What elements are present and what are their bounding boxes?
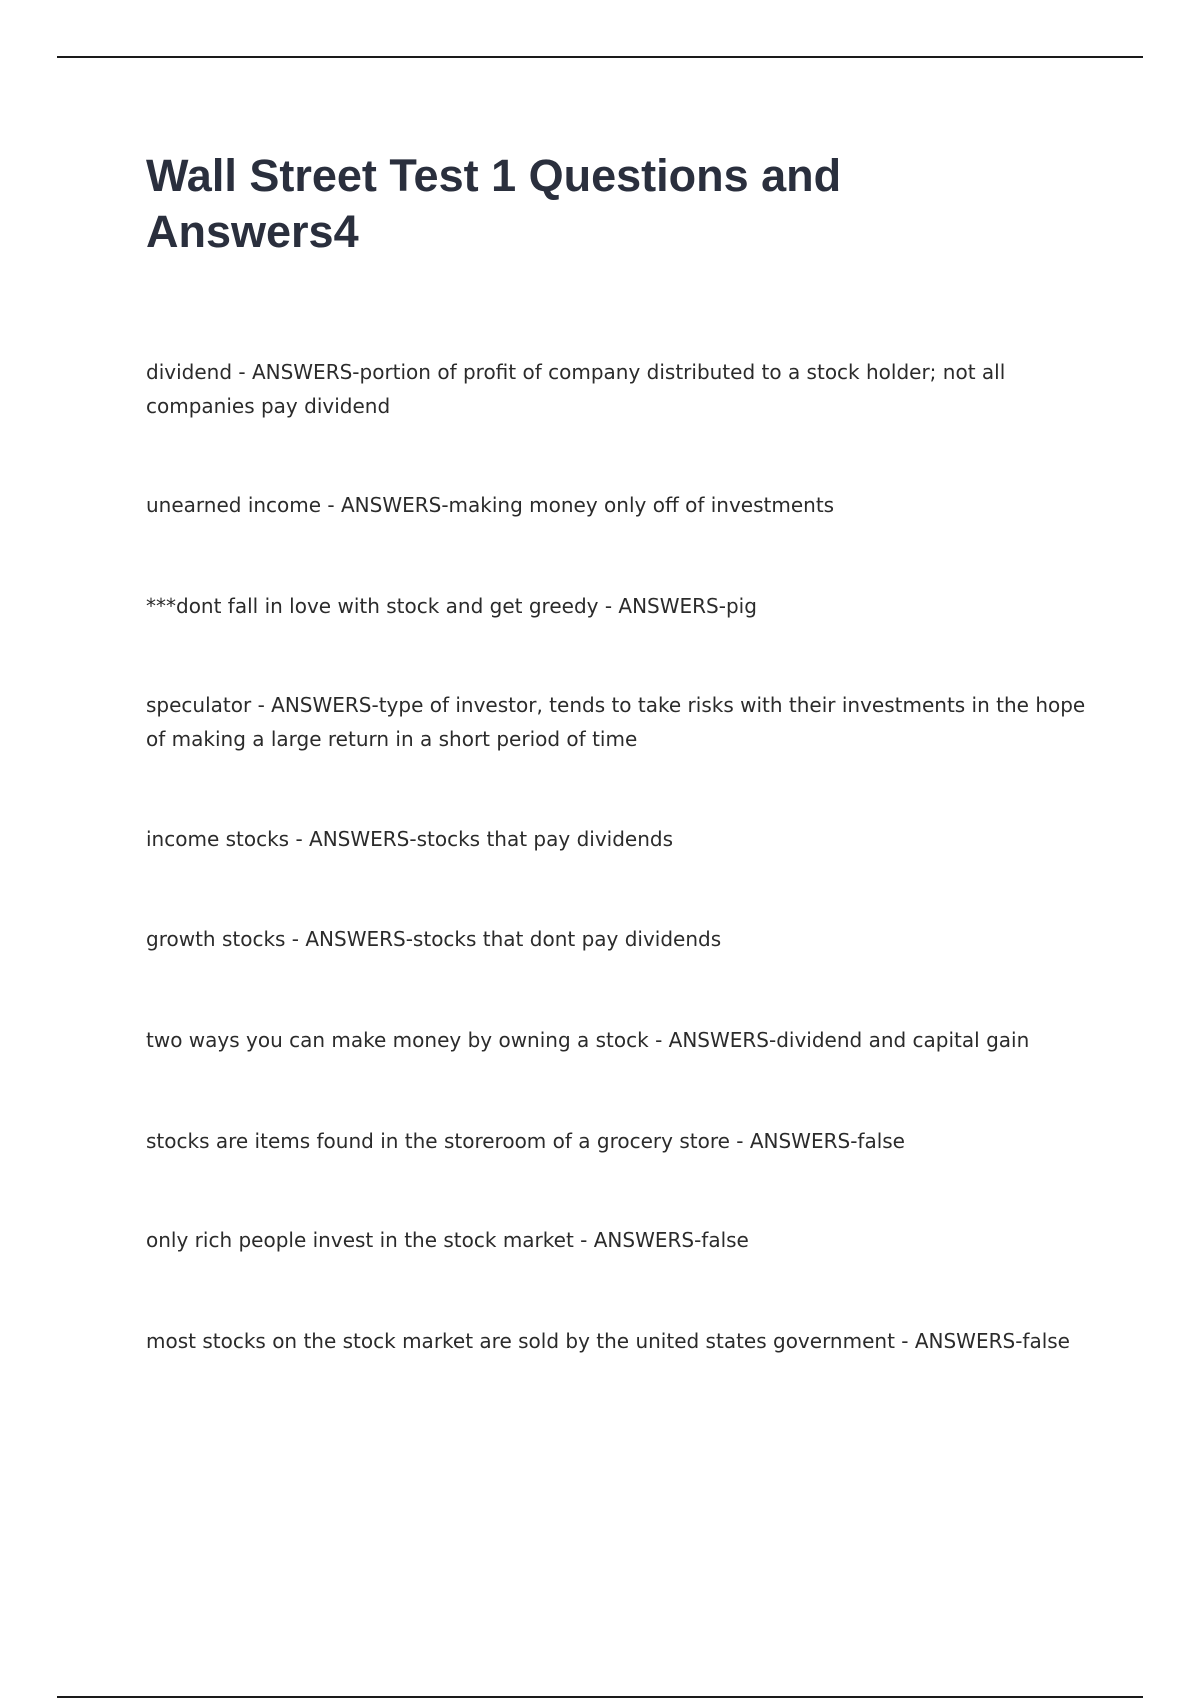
- qa-item-unearned-income: unearned income - ANSWERS-making money only off of investments: [146, 493, 835, 517]
- qa-item-rich-people: only rich people invest in the stock market - ANSWERS-false: [146, 1228, 749, 1252]
- qa-item-dividend: dividend - ANSWERS-portion of profit of company distributed to a stock holder; not all companies pay dividend: [146, 360, 1006, 418]
- qa-item-pig: ***dont fall in love with stock and get greedy - ANSWERS-pig: [146, 594, 757, 618]
- qa-item-two-ways: two ways you can make money by owning a stock - ANSWERS-dividend and capital gain: [146, 1028, 1030, 1052]
- document-title: Wall Street Test 1 Questions and Answers4: [146, 150, 842, 257]
- top-divider: [57, 56, 1143, 58]
- qa-item-grocery-store: stocks are items found in the storeroom of a grocery store - ANSWERS-false: [146, 1129, 905, 1153]
- qa-item-growth-stocks: growth stocks - ANSWERS-stocks that dont pay dividends: [146, 927, 722, 951]
- bottom-divider: [57, 1696, 1143, 1698]
- qa-item-income-stocks: income stocks - ANSWERS-stocks that pay dividends: [146, 827, 674, 851]
- qa-item-government: most stocks on the stock market are sold by the united states government - ANSWERS-false: [146, 1329, 1070, 1353]
- qa-item-speculator: speculator - ANSWERS-type of investor, tends to take risks with their investments in the hope of making a large return in a short period of time: [146, 693, 1086, 751]
